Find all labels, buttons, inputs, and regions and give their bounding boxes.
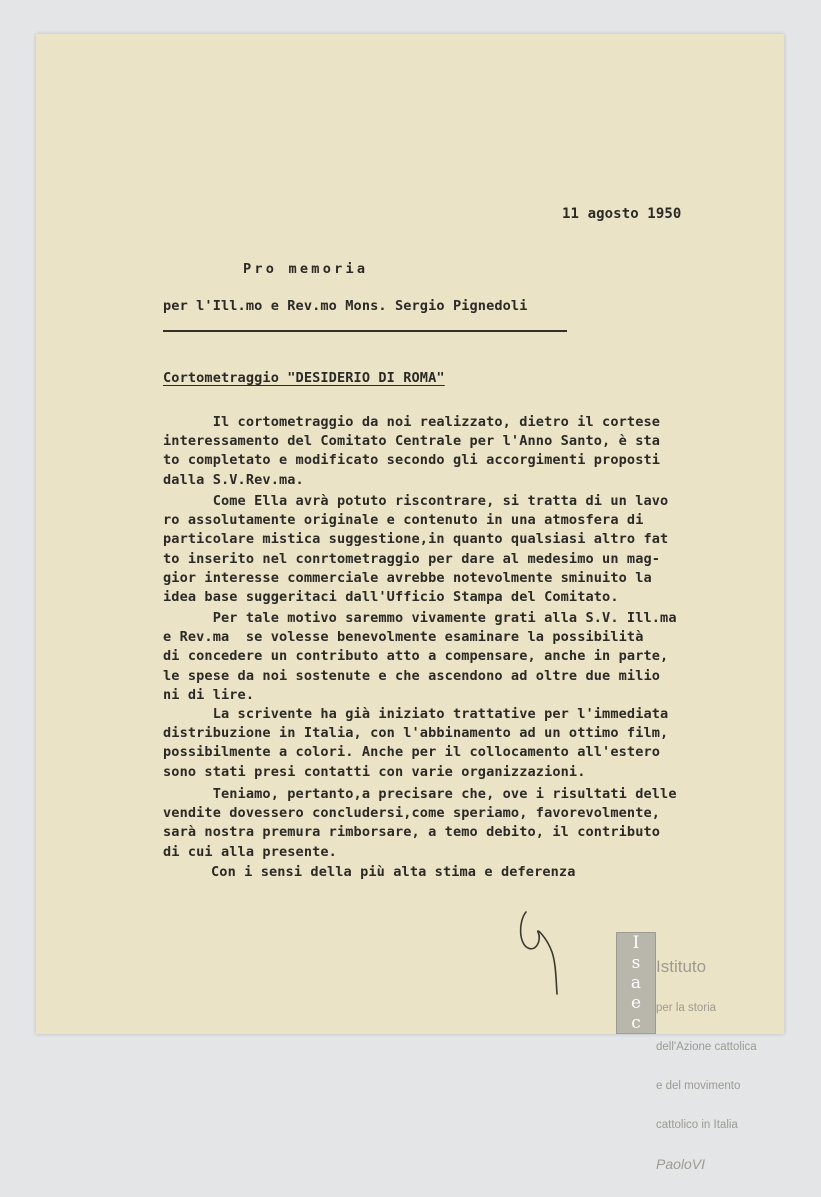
institute-watermark-logo [616,932,757,1172]
recipient-line: per l'Ill.mo e Rev.mo Mons. Sergio Pignedoli [163,298,528,314]
divider-rule [163,330,567,332]
paragraph-4: La scrivente ha già iniziato trattative per l'immediata distribuzione in Italia, con l'abbinamento ad un ottimo film, possibilmente a colori. Anche per il collocamento all'estero sono stati presi contatti con varie organizzazioni. [163,706,669,780]
paragraph-2: Come Ella avrà potuto riscontrare, si tratta di un lavo ro assolutamente originale e contenuto in una atmosfera di particolare mistica suggestione,in quanto qualsiasi altro fat to inserito nel conrtometraggio per dare al medesimo un mag- gior interesse commerciale avrebbe notevolmente sminuito la idea base suggeritaci dall'Ufficio Stampa del Comitato. [163,493,669,606]
institute-name: Istituto per la storia dell'Azione cattolica e del movimento cattolico in Italia PaoloVI [656,957,757,1172]
paragraph-5: Teniamo, pertanto,a precisare che, ove i risultati delle vendite dovessero concludersi,come speriamo, favorevolmente, sarà nostra premura rimborsare, a temo debito, il contributo di cui alla presente. [163,786,677,860]
handwritten-signature [516,902,586,1002]
closing-line: Con i sensi della più alta stima e deferenza [211,864,576,880]
paragraph-3: Per tale motivo saremmo vivamente grati alla S.V. Ill.ma e Rev.ma se volesse benevolmente esaminare la possibilità di concedere un contributo atto a compensare, anche in parte, le spese da noi sostenute e che ascendono ad oltre due milio ni di lire. [163,610,677,703]
subject-line: Cortometraggio "DESIDERIO DI ROMA" [163,370,445,386]
letter-page [36,34,784,1172]
paragraph-1: Il cortometraggio da noi realizzato, dietro il cortese interessamento del Comitato Centrale per l'Anno Santo, è sta to completato e modificato secondo gli accorgimenti proposti dalla S.V.Rev.ma. [163,414,661,488]
letter-date: 11 agosto 1950 [562,206,682,222]
memo-title: Pro memoria [243,261,369,277]
institute-monogram: I s a e c [616,932,656,1034]
